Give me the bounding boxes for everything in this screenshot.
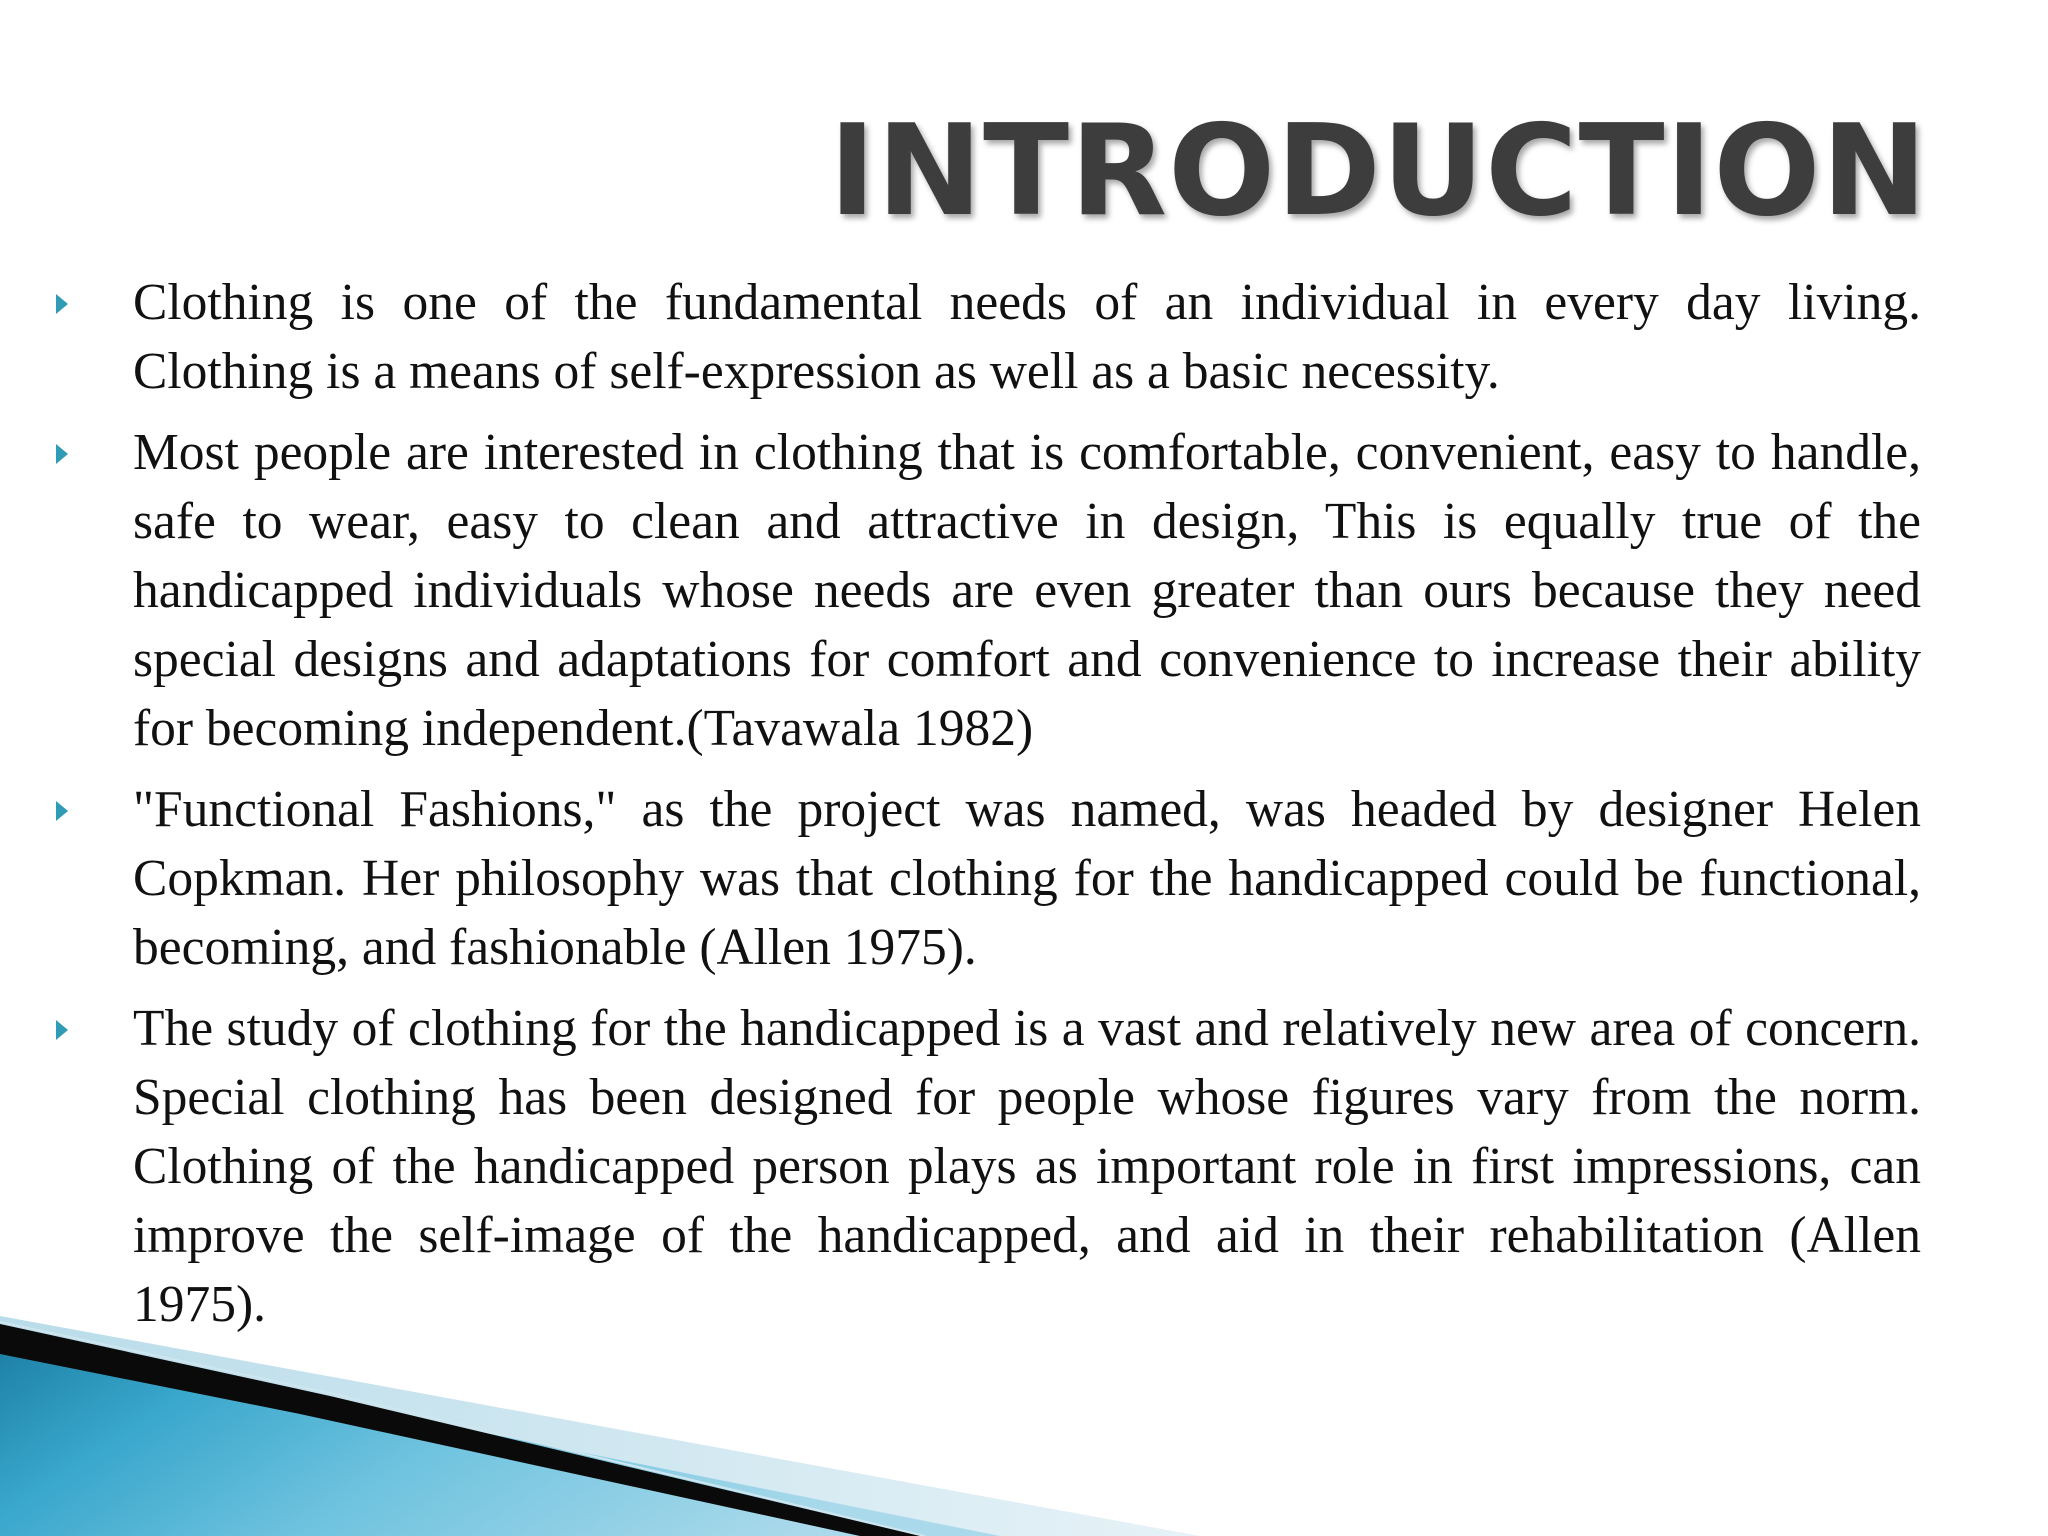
list-item (0, 994, 2048, 1339)
list-item (0, 775, 2048, 982)
triangle-bullet-icon (56, 1020, 68, 1040)
triangle-bullet-icon (56, 294, 68, 314)
bullet-text: "Functional Fashions," as the project was named, was headed by designer Helen Copkman. Her philosophy was that clothing for the handicapped could be functional, becoming, and fashionable (Allen 1975). (133, 781, 1921, 976)
bullet-text: Clothing is one of the fundamental needs of an individual in every day living. Clothing is a means of self-expression as well as a basic necessity. (133, 274, 1921, 400)
list-item (0, 418, 2048, 763)
bullet-list (0, 268, 2048, 1351)
triangle-bullet-icon (56, 444, 68, 464)
bullet-text: Most people are interested in clothing that is comfortable, convenient, easy to handle, safe to wear, easy to clean and attractive in design, This is equally true of the handicapped individuals whose needs are even greater than ours because they need special designs and adaptations for comfort and convenience to increase their ability for becoming independent.(Tavawala 1982) (133, 424, 1921, 757)
triangle-bullet-icon (56, 801, 68, 821)
list-item (0, 268, 2048, 406)
slide-title: INTRODUCTION (828, 97, 1928, 244)
bullet-text: The study of clothing for the handicapped is a vast and relatively new area of concern. Special clothing has been designed for people whose figures vary from the norm. Clothing of the handicapped person plays as important role in first impressions, can improve the self-image of the handicapped, and aid in their rehabilitation (Allen 1975). (133, 1000, 1921, 1333)
